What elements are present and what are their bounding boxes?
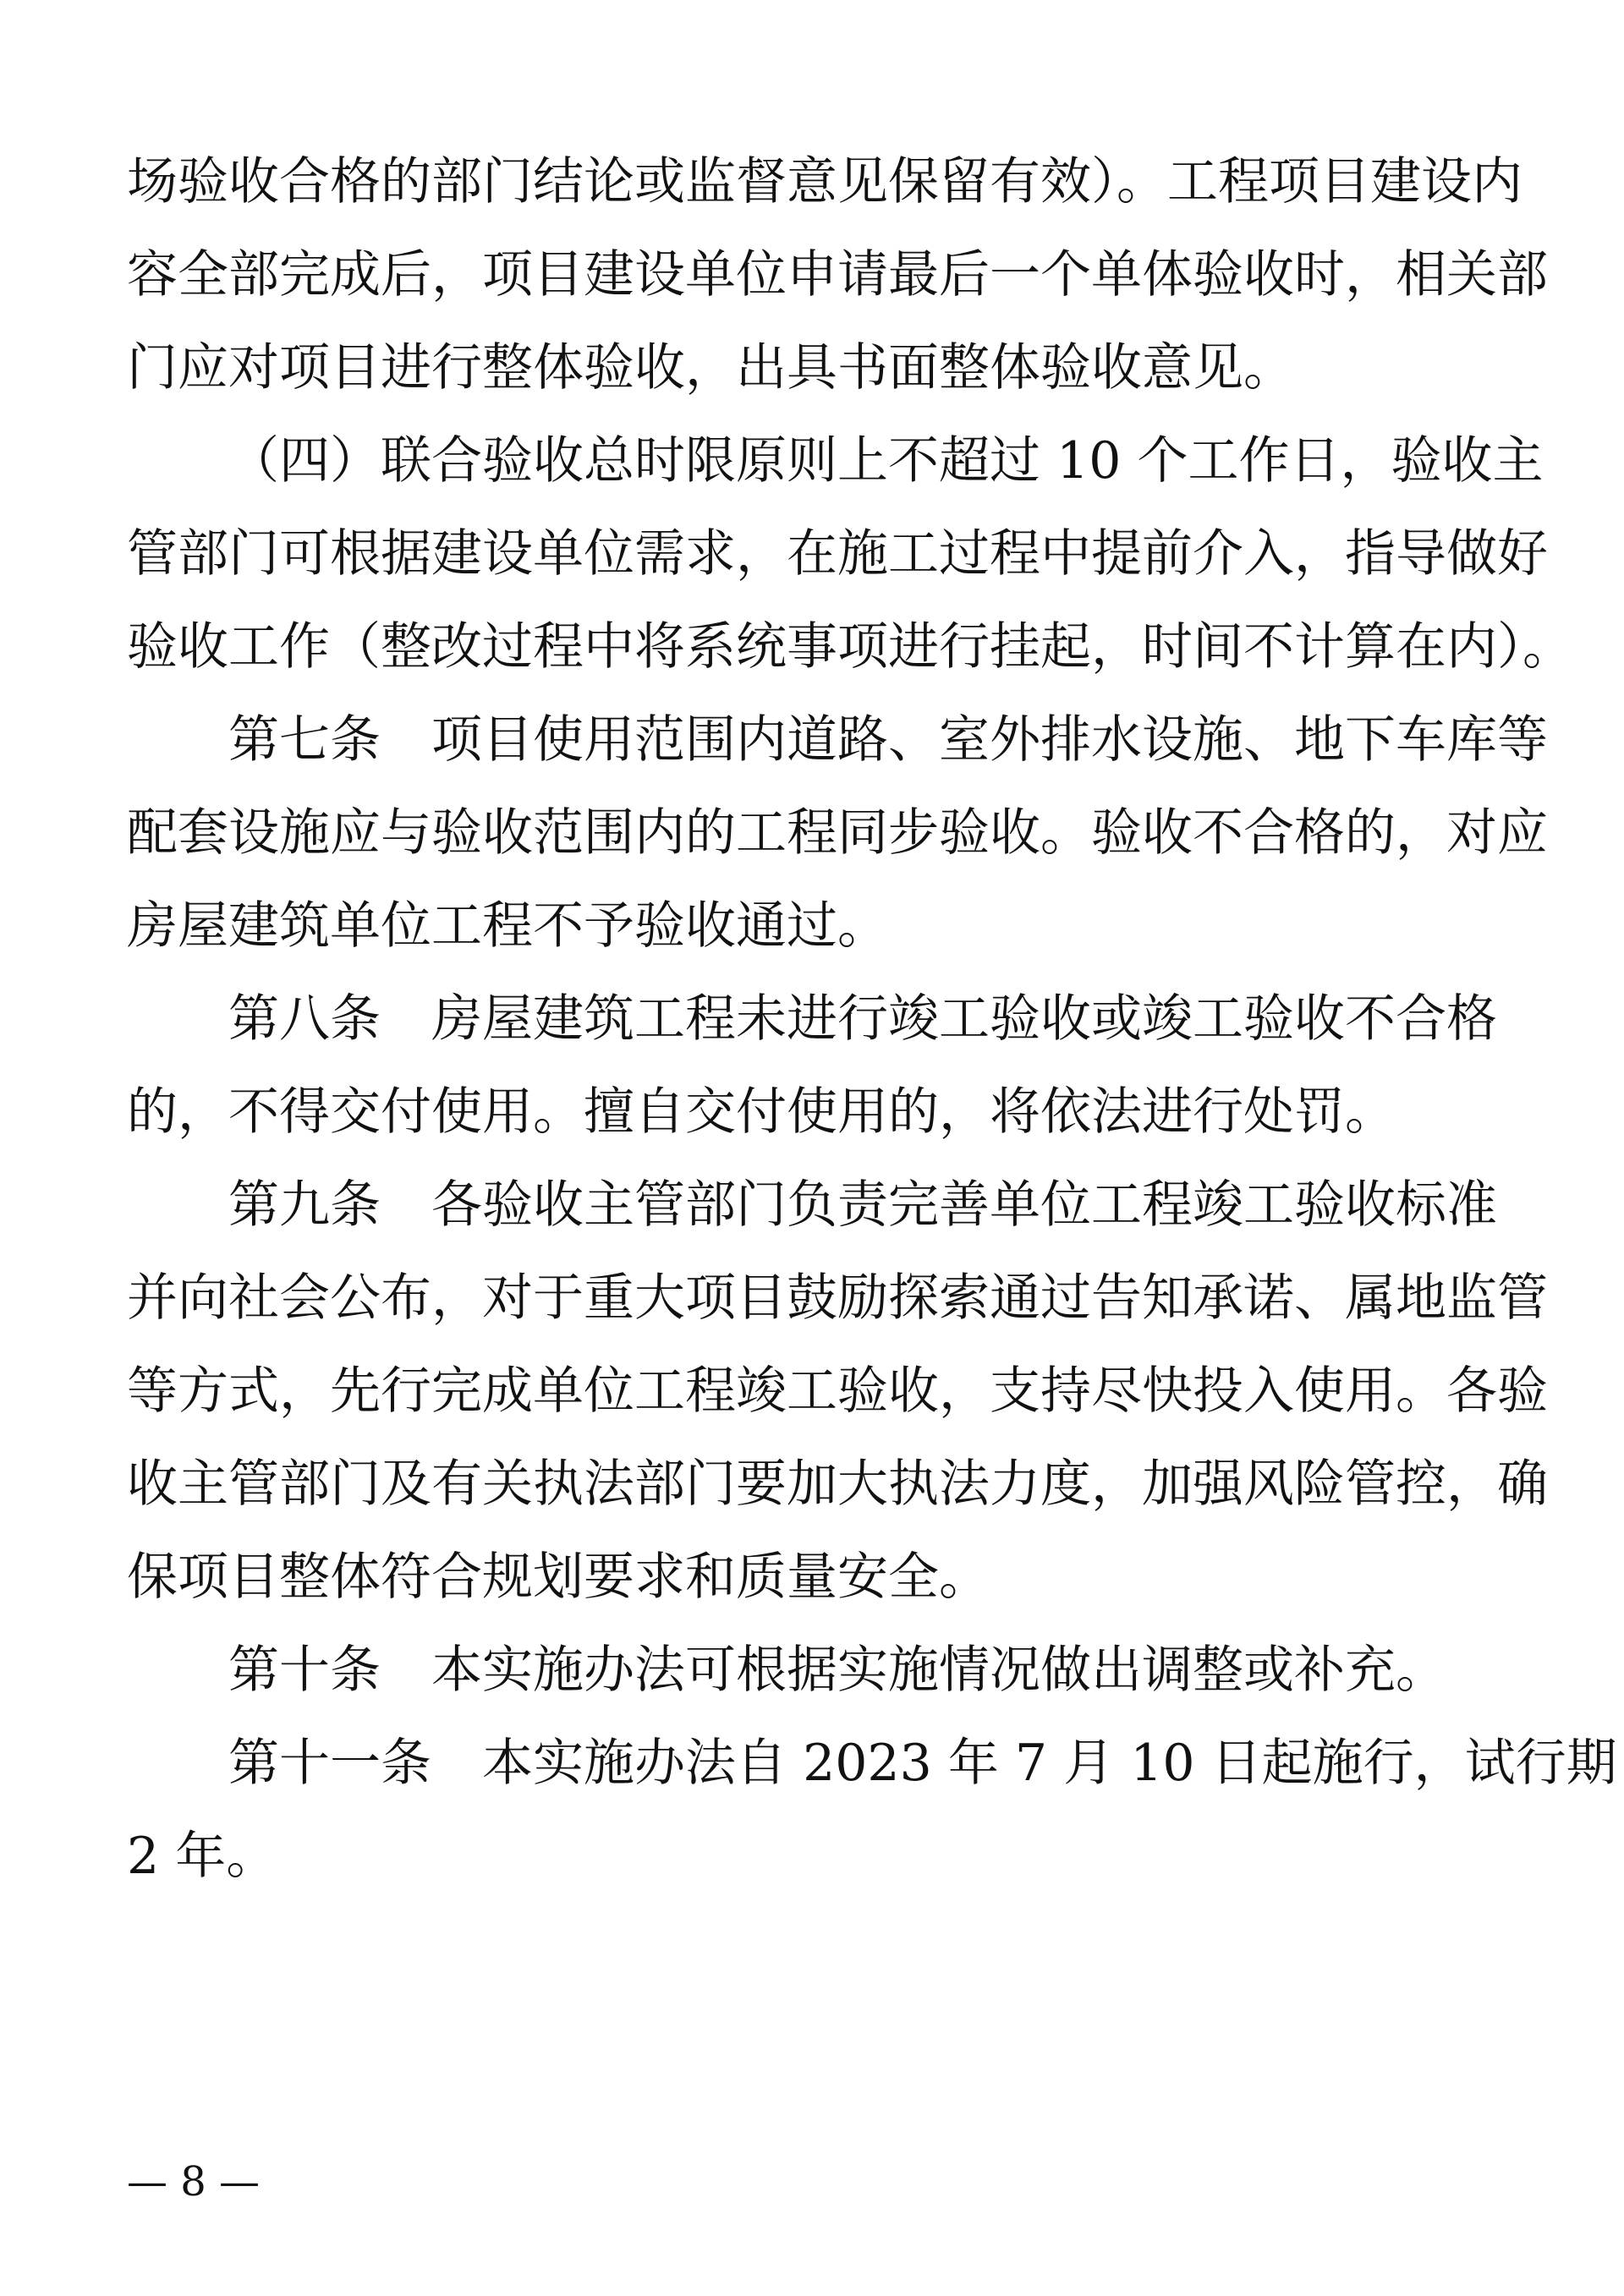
article-8-line-2: 的，不得交付使用。擅自交付使用的，将依法进行处罚。 bbox=[127, 1082, 1396, 1142]
article-11-line-1: 第十一条 本实施办法自 2023 年 7 月 10 日起施行，试行期 bbox=[228, 1734, 1617, 1793]
paragraph-2-line-1: （四）联合验收总时限原则上不超过 10 个工作日，验收主 bbox=[228, 431, 1544, 490]
article-9-line-4: 收主管部门及有关执法部门要加大执法力度，加强风险管控，确 bbox=[127, 1455, 1548, 1514]
article-9-line-5: 保项目整体符合规划要求和质量安全。 bbox=[127, 1548, 990, 1607]
article-7-line-3: 房屋建筑单位工程不予验收通过。 bbox=[127, 896, 888, 956]
paragraph-1-line-2: 容全部完成后，项目建设单位申请最后一个单体验收时，相关部 bbox=[127, 245, 1548, 304]
article-9-line-3: 等方式，先行完成单位工程竣工验收，支持尽快投入使用。各验 bbox=[127, 1362, 1548, 1421]
article-9-line-1: 第九条 各验收主管部门负责完善单位工程竣工验收标准 bbox=[228, 1175, 1497, 1235]
paragraph-2-line-2: 管部门可根据建设单位需求，在施工过程中提前介入，指导做好 bbox=[127, 524, 1548, 584]
article-7-line-2: 配套设施应与验收范围内的工程同步验收。验收不合格的，对应 bbox=[127, 803, 1548, 863]
article-10-line-1: 第十条 本实施办法可根据实施情况做出调整或补充。 bbox=[228, 1641, 1446, 1700]
paragraph-2-line-3: 验收工作（整改过程中将系统事项进行挂起，时间不计算在内）。 bbox=[127, 617, 1573, 677]
article-8-line-1: 第八条 房屋建筑工程未进行竣工验收或竣工验收不合格 bbox=[228, 989, 1497, 1049]
paragraph-1-line-1: 场验收合格的部门结论或监督意见保留有效）。工程项目建设内 bbox=[127, 152, 1522, 211]
article-7-line-1: 第七条 项目使用范围内道路、室外排水设施、地下车库等 bbox=[228, 710, 1548, 770]
page-number: — 8 — bbox=[127, 2158, 261, 2206]
paragraph-1-line-3: 门应对项目进行整体验收，出具书面整体验收意见。 bbox=[127, 338, 1294, 397]
article-11-line-2: 2 年。 bbox=[127, 1827, 277, 1886]
article-9-line-2: 并向社会公布，对于重大项目鼓励探索通过告知承诺、属地监管 bbox=[127, 1269, 1548, 1328]
